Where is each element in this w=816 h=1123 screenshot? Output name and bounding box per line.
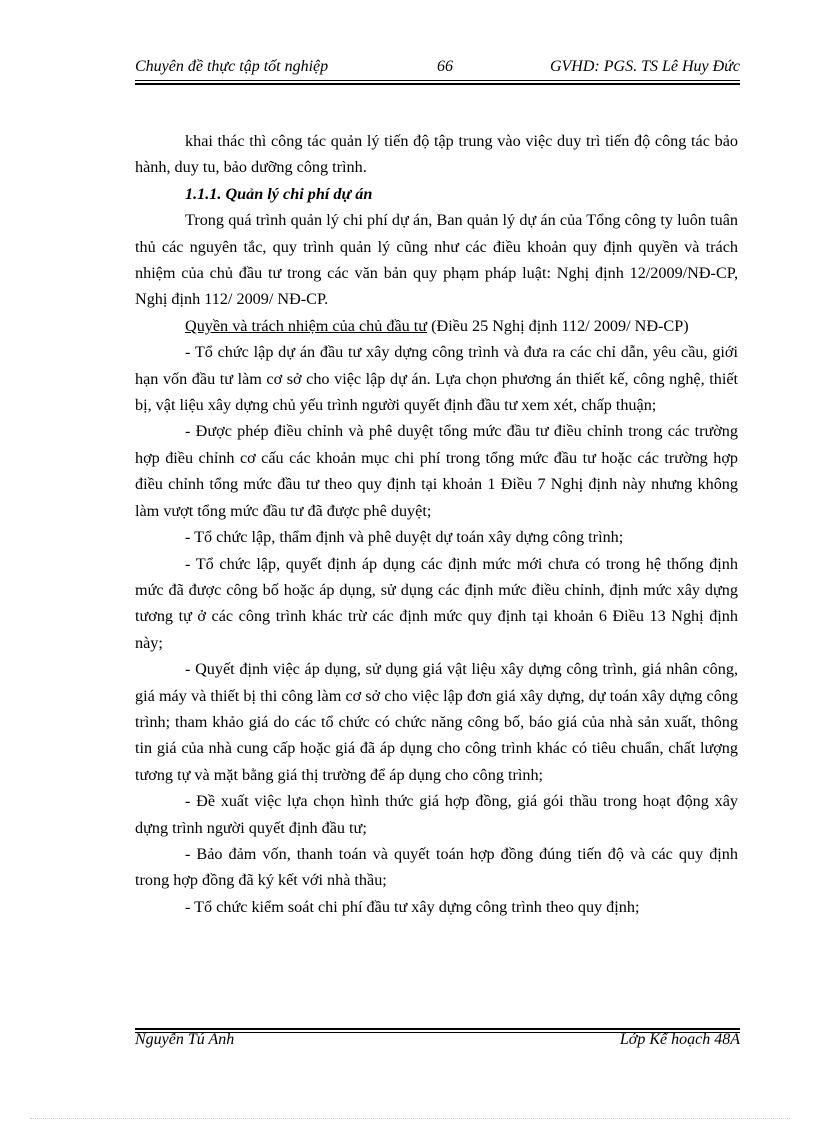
footer-class: Lớp Kế hoạch 48A bbox=[619, 1031, 740, 1048]
header-rule-thick bbox=[135, 83, 740, 85]
header-rule-thin bbox=[135, 80, 740, 81]
bullet-item: - Tổ chức lập, thẩm định và phê duyệt dự toán xây dựng công trình; bbox=[185, 528, 624, 547]
footer-author: Nguyễn Tú Anh bbox=[135, 1031, 235, 1048]
page-header bbox=[135, 58, 740, 80]
header-page-number: 66 bbox=[437, 58, 453, 75]
rights-link: Quyền và trách nhiệm của chủ đầu tư bbox=[185, 316, 428, 335]
bullet-item: - Đề xuất việc lựa chọn hình thức giá hợp đồng, giá gói thầu trong hoạt động xây dựng trình người quyết định đầu tư; bbox=[135, 792, 738, 837]
header-supervisor: GVHD: PGS. TS Lê Huy Đức bbox=[549, 58, 740, 75]
bullet-item: - Bảo đảm vốn, thanh toán và quyết toán hợp đồng đúng tiến độ và các quy định trong hợp đồng đã ký kết với nhà thầu; bbox=[135, 844, 738, 890]
bullet-item: - Được phép điều chỉnh và phê duyệt tổng mức đầu tư điều chỉnh trong các trường hợp điều chỉnh cơ cấu các khoản mục chi phí trong tổng mức đầu tư hoặc các trường hợp điều chỉnh tổng mức đầu tư theo quy định tại khoản 1 Điều 7 Nghị định này nhưng không làm vượt tổng mức đầu tư đã được phê duyệt; bbox=[135, 422, 738, 520]
bullet-item: - Tổ chức kiểm soát chi phí đầu tư xây dựng công trình theo quy định; bbox=[185, 897, 640, 916]
header-title: Chuyên đề thực tập tốt nghiệp bbox=[135, 58, 329, 75]
footer-rule-thick bbox=[135, 1028, 740, 1030]
page-footer bbox=[135, 1031, 740, 1053]
intro-paragraph: khai thác thì công tác quản lý tiến độ tập trung vào việc duy trì tiến độ công tác bảo hành, duy tu, bảo dưỡng công trình. bbox=[135, 132, 738, 177]
rights-paragraph bbox=[135, 313, 738, 339]
document-body bbox=[135, 128, 738, 920]
bullet-item: - Quyết định việc áp dụng, sử dụng giá vật liệu xây dựng công trình, giá nhân công, giá máy và thiết bị thi công làm cơ sở cho việc lập đơn giá xây dựng, dự toán xây dựng công trình; tham khảo giá do các tổ chức có chức năng công bố, báo giá của nhà sản xuất, thông tin giá của nhà cung cấp hoặc giá đã áp dụng cho công trình khác có tiêu chuẩn, chất lượng tương tự và mặt bằng giá thị trường để áp dụng cho công trình; bbox=[135, 660, 738, 784]
bullet-item: - Tổ chức lập dự án đầu tư xây dựng công trình và đưa ra các chỉ dẫn, yêu cầu, giới hạn vốn đầu tư làm cơ sở cho việc lập dự án. Lựa chọn phương án thiết kế, công nghệ, thiết bị, vật liệu xây dựng chủ yếu trình người quyết định đầu tư xem xét, chấp thuận; bbox=[135, 343, 738, 415]
bullet-item: - Tổ chức lập, quyết định áp dụng các định mức mới chưa có trong hệ thống định mức đã được công bố hoặc áp dụng, sử dụng các định mức điều chỉnh, định mức xây dựng tương tự ở các công trình khác trừ các định mức quy định tại khoản 6 Điều 13 Nghị định này; bbox=[135, 554, 738, 652]
cost-management-paragraph: Trong quá trình quản lý chi phí dự án, Ban quản lý dự án của Tổng công ty luôn tuân thủ các nguyên tắc, quy trình quản lý cũng như các điều khoản quy định quyền và trách nhiệm của chủ đầu tư trong các văn bản quy phạm pháp luật: Nghị định 12/2009/NĐ-CP, Nghị định 112/ 2009/ NĐ-CP. bbox=[135, 211, 738, 309]
page-edge-divider bbox=[30, 1118, 790, 1119]
section-heading: 1.1.1. Quản lý chi phí dự án bbox=[185, 184, 373, 203]
rights-reference: (Điều 25 Nghị định 112/ 2009/ NĐ-CP) bbox=[427, 316, 689, 335]
